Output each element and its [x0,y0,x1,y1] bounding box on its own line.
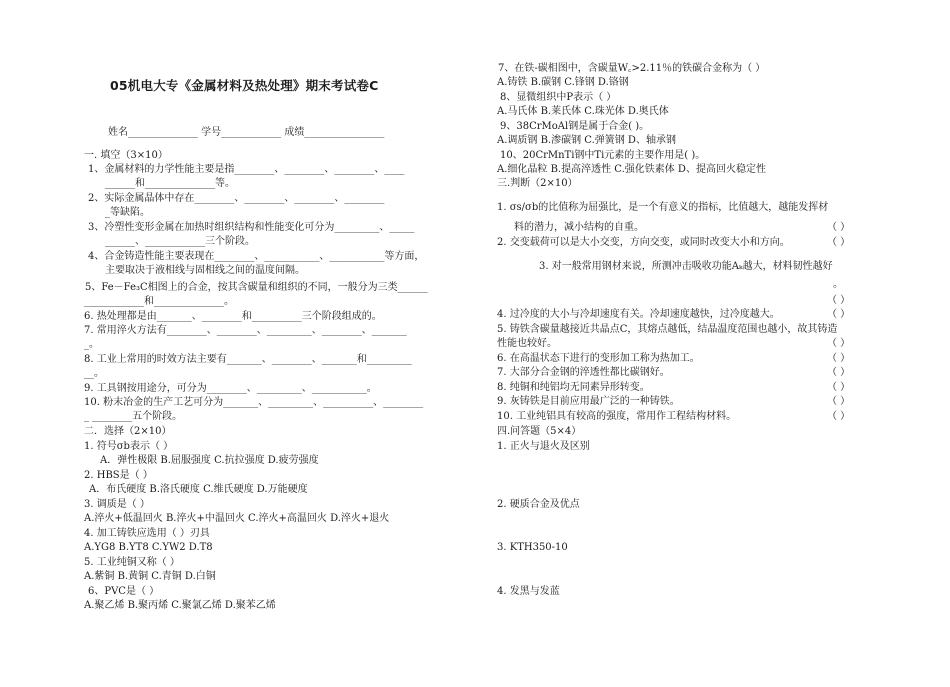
answer-parenthesis[interactable]: （ ） [827,367,851,378]
left-line: A．布氏硬度 B.洛氏硬度 C.维氏硬度 D.万能硬度 [89,484,308,495]
left-line: _。 [84,339,99,350]
left-line: ______和______________等。 [105,178,235,189]
left-line: 1. 符号σb表示（ ） [84,441,174,452]
left-line: 9. 工具钢按用途分，可分为________、_________、___________。 [84,383,377,394]
left-line: 3. 调质是（ ） [84,499,150,510]
left-line: 4、合金铸造性能主要表现在________、___________、___________等方面， [88,251,425,262]
right-line: 。 [833,279,843,290]
left-line: 5、Fe－Fe₃C相图上的合金，按其含碳量和组织的不同，一般分为三类______ [85,282,428,293]
left-line: A.聚乙烯 B.聚丙烯 C.聚氯乙烯 D.聚苯乙烯 [84,600,276,611]
right-line: 8. 纯铜和纯铝均无同素异形转变。 [497,382,650,393]
left-line: 主要取决于液相线与固相线之间的温度间隔。 [105,265,305,276]
right-line: A.调质钢 B.渗碳钢 C.弹簧钢 D、轴承钢 [497,135,676,146]
right-line: 3. KTH350-10 [497,542,568,553]
answer-parenthesis[interactable]: （ ） [827,295,851,306]
left-line: _等缺陷。 [105,207,150,218]
left-line: 3、冷塑性变形金属在加热时组织结构和性能变化可分为_________、_____ [88,222,415,233]
right-line: 三.判断（2×10） [497,178,578,189]
left-line: _ ________五个阶段。 [84,411,183,422]
answer-parenthesis[interactable]: （ ） [827,309,851,320]
right-line: 10、20CrMnTi钢中Ti元素的主要作用是( )。 [500,150,706,161]
left-line: 6、PVC是（ ） [88,586,160,597]
left-line: 10. 粉末冶金的生产工艺可分为_______、_________、__________、________ [84,397,424,408]
answer-parenthesis[interactable]: （ ） [827,338,851,349]
right-line: 性能也较好。 [497,338,557,349]
right-line: 3. 对一般常用钢材来说，所测冲击吸收功能Aₖ越大，材料韧性越好 [539,261,833,272]
right-line: A.马氏体 B.莱氏体 C.珠光体 D.奥氏体 [497,106,669,117]
right-line: 2. 交变载荷可以是大小交变，方向交变，或同时改变大小和方向。 [497,237,790,248]
answer-parenthesis[interactable]: （ ） [827,237,851,248]
left-line: A.淬火+低温回火 B.淬火+中温回火 C.淬火+高温回火 D.淬火+退火 [84,513,390,524]
answer-parenthesis[interactable]: （ ） [827,222,851,233]
left-line: 7. 常用淬火方法有________、________、_________、________、_______ [84,325,407,336]
right-line: 6. 在高温状态下进行的变形加工称为热加工。 [497,353,700,364]
right-line: 4. 过冷度的大小与冷却速度有关。冷却速度越快，过冷度越大。 [497,309,780,320]
right-line: 1. σs/σb的比值称为屈强比，是一个有意义的指标，比值越大，越能发挥材 [497,202,829,213]
right-line: 料的潜力，减小结构的自重。 [514,222,644,233]
right-line: 1. 正火与退火及区别 [497,441,590,452]
left-line: 1、金属材料的力学性能主要是指________、________、________、____ [88,164,405,175]
left-line: 6. 热处理都是由_______、________和__________三个阶段组成的。 [84,311,382,322]
left-line: ____________和______________。 [84,296,234,307]
right-line: 7、在铁-碳相图中，含碳量W꜀>2.11％的铁碳合金称为（ ） [498,63,766,74]
right-line: 9. 灰铸铁是目前应用最广泛的一种铸铁。 [497,396,680,407]
answer-parenthesis[interactable]: （ ） [827,396,851,407]
left-line: 4. 加工铸铁应选用（ ）刃具 [84,528,210,539]
right-line: 8、显微组织中P表示（ ） [500,92,617,103]
answer-parenthesis[interactable]: （ ） [827,382,851,393]
exam-title: 05机电大专《金属材料及热处理》期末考试卷C [110,78,379,93]
left-line: A.紫铜 B.黄铜 C.青铜 D.白铜 [84,571,216,582]
left-line: A．弹性极限 B.屈服强度 C.抗拉强度 D.疲劳强度 [100,455,319,466]
left-line: 一. 填空（3×10） [84,150,168,161]
student-info-line: 姓名______________ 学号____________ 成绩________________ [108,127,385,138]
right-line: 9、38CrMoAl钢是属于合金( )。 [500,121,650,132]
right-line: 4. 发黑与发蓝 [497,586,560,597]
left-line: A.YG8 B.YT8 C.YW2 D.T8 [84,542,213,553]
answer-parenthesis[interactable]: （ ） [827,353,851,364]
right-line: 5. 铸铁含碳量越接近共晶点C，其熔点越低，结晶温度范围也越小，故其铸造 [497,324,838,335]
right-line: 10. 工业纯铝具有较高的强度，常用作工程结构材料。 [497,411,737,422]
right-line: A.细化晶粒 B.提高淬透性 C.强化铁素体 D、提高回火稳定性 [497,164,766,175]
right-line: 2. 硬质合金及优点 [497,499,580,510]
left-line: __。 [84,368,104,379]
left-line: 二．选择（2×10） [84,426,172,437]
left-line: 2、实际金属晶体中存在________、________、________、________ [88,193,385,204]
right-line: 四.问答题（5×4） [497,426,582,437]
left-line: 2. HBS是（ ） [84,470,153,481]
right-line: A.铸铁 B.碳钢 C.锋钢 D.铬钢 [497,77,629,88]
left-line: 5. 工业纯铜又称（ ） [84,557,180,568]
answer-parenthesis[interactable]: （ ） [827,411,851,422]
left-line: ______、____________三个阶段。 [105,236,255,247]
right-line: 7. 大部分合金钢的淬透性都比碳钢好。 [497,367,670,378]
left-line: 8. 工业上常用的时效方法主要有_______、________、_______和_________ [84,354,412,365]
